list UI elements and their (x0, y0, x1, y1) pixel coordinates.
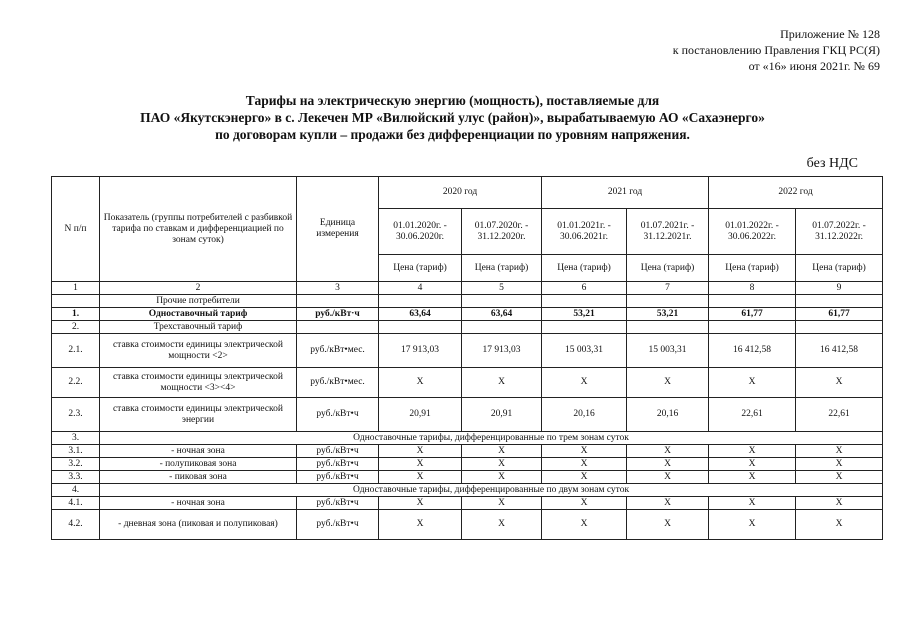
row-value: X (796, 445, 883, 458)
row-unit (297, 295, 379, 308)
row-number: 2.2. (52, 368, 100, 398)
row-number: 3.3. (52, 471, 100, 484)
header-price: Цена (тариф) (709, 255, 796, 282)
row-value: X (542, 445, 627, 458)
row-value (796, 321, 883, 334)
row-value: 20,16 (542, 398, 627, 432)
header-price: Цена (тариф) (796, 255, 883, 282)
appendix-reference (673, 26, 880, 74)
row-value: 53,21 (627, 308, 709, 321)
row-value: X (379, 497, 462, 510)
row-value: X (462, 445, 542, 458)
column-number: 3 (297, 282, 379, 295)
header-year-2022: 2022 год (709, 177, 883, 209)
row-value: X (462, 497, 542, 510)
row-value: 22,61 (709, 398, 796, 432)
row-value: X (627, 368, 709, 398)
vat-note: без НДС (806, 156, 858, 171)
row-number: 4. (52, 484, 100, 497)
row-value: X (796, 368, 883, 398)
row-number: 4.2. (52, 510, 100, 540)
row-value: X (627, 445, 709, 458)
row-value (462, 321, 542, 334)
row-value: X (627, 471, 709, 484)
row-number: 2. (52, 321, 100, 334)
table-row (52, 510, 883, 540)
row-unit: руб./кВт•ч (297, 497, 379, 510)
row-indicator: Прочие потребители (100, 295, 297, 308)
row-value: 20,91 (462, 398, 542, 432)
row-unit (297, 321, 379, 334)
row-number: 4.1. (52, 497, 100, 510)
column-number-row (52, 282, 883, 295)
row-value: X (627, 458, 709, 471)
row-value: X (462, 458, 542, 471)
row-indicator: - дневная зона (пиковая и полупиковая) (100, 510, 297, 540)
row-value: X (796, 458, 883, 471)
row-value: X (709, 458, 796, 471)
row-value: X (379, 471, 462, 484)
header-period: 01.07.2022г. - 31.12.2022г. (796, 209, 883, 255)
row-unit: руб./кВт•ч (297, 471, 379, 484)
column-number: 5 (462, 282, 542, 295)
document-title (0, 92, 905, 143)
row-value: X (796, 471, 883, 484)
column-number: 4 (379, 282, 462, 295)
table-row (52, 334, 883, 368)
row-value (709, 295, 796, 308)
row-value (796, 295, 883, 308)
row-value: 17 913,03 (462, 334, 542, 368)
row-value: X (379, 510, 462, 540)
row-indicator: Одноставочные тарифы, дифференцированные по трем зонам суток (100, 432, 883, 445)
table-row (52, 321, 883, 334)
row-indicator: Одноставочные тарифы, дифференцированные по двум зонам суток (100, 484, 883, 497)
row-indicator: - ночная зона (100, 445, 297, 458)
row-number: 3. (52, 432, 100, 445)
tariff-table (51, 176, 883, 540)
table-row (52, 295, 883, 308)
column-number: 2 (100, 282, 297, 295)
table-row (52, 432, 883, 445)
row-value: 16 412,58 (796, 334, 883, 368)
title-line-1: Тарифы на электрическую энергию (мощность), поставляемые для (245, 93, 660, 108)
row-value: X (627, 497, 709, 510)
row-indicator: ставка стоимости единицы электрической энергии (100, 398, 297, 432)
table-row (52, 368, 883, 398)
row-value: 63,64 (379, 308, 462, 321)
row-value: 15 003,31 (542, 334, 627, 368)
table-row (52, 471, 883, 484)
header-period: 01.07.2021г. - 31.12.2021г. (627, 209, 709, 255)
row-value: 20,16 (627, 398, 709, 432)
row-value: X (796, 510, 883, 540)
row-unit: руб./кВт•мес. (297, 334, 379, 368)
appendix-decree: к постановлению Правления ГКЦ РС(Я) (672, 43, 880, 57)
row-value: X (542, 471, 627, 484)
row-value: 15 003,31 (627, 334, 709, 368)
row-value: 53,21 (542, 308, 627, 321)
row-number: 3.1. (52, 445, 100, 458)
row-value: 63,64 (462, 308, 542, 321)
row-unit: руб./кВт·ч (297, 308, 379, 321)
row-value: X (462, 471, 542, 484)
header-period: 01.01.2022г. - 30.06.2022г. (709, 209, 796, 255)
row-unit: руб./кВт•мес. (297, 368, 379, 398)
header-num: N п/п (52, 177, 100, 282)
header-indicator: Показатель (группы потребителей с разбивкой тарифа по ставкам и дифференциацией по зонам суток) (100, 177, 297, 282)
row-value: X (709, 510, 796, 540)
row-value: 20,91 (379, 398, 462, 432)
header-period: 01.01.2021г. - 30.06.2021г. (542, 209, 627, 255)
row-indicator: Одноставочный тариф (100, 308, 297, 321)
column-number: 6 (542, 282, 627, 295)
row-value: 16 412,58 (709, 334, 796, 368)
row-value: X (379, 368, 462, 398)
row-number: 3.2. (52, 458, 100, 471)
column-number: 7 (627, 282, 709, 295)
column-number: 9 (796, 282, 883, 295)
header-year-2020: 2020 год (379, 177, 542, 209)
title-line-2: ПАО «Якутскэнерго» в с. Лекечен МР «Вилюйский улус (район)», вырабатываемую АО «Сахаэнерго» (140, 110, 765, 125)
row-unit: руб./кВт•ч (297, 510, 379, 540)
row-value: X (796, 497, 883, 510)
row-indicator: - ночная зона (100, 497, 297, 510)
row-number: 2.3. (52, 398, 100, 432)
header-period: 01.01.2020г. - 30.06.2020г. (379, 209, 462, 255)
row-value: X (462, 510, 542, 540)
header-price: Цена (тариф) (462, 255, 542, 282)
appendix-number: Приложение № 128 (780, 27, 880, 41)
table-row (52, 308, 883, 321)
header-price: Цена (тариф) (379, 255, 462, 282)
table-row (52, 497, 883, 510)
row-indicator: - полупиковая зона (100, 458, 297, 471)
row-value: 17 913,03 (379, 334, 462, 368)
header-year-2021: 2021 год (542, 177, 709, 209)
row-value (627, 295, 709, 308)
row-value (542, 295, 627, 308)
row-value: 22,61 (796, 398, 883, 432)
table-row (52, 398, 883, 432)
row-value (709, 321, 796, 334)
row-value: X (462, 368, 542, 398)
row-value (542, 321, 627, 334)
row-value: X (709, 445, 796, 458)
row-unit: руб./кВт•ч (297, 458, 379, 471)
header-period: 01.07.2020г. - 31.12.2020г. (462, 209, 542, 255)
row-value: 61,77 (709, 308, 796, 321)
header-price: Цена (тариф) (542, 255, 627, 282)
row-value: X (542, 368, 627, 398)
title-line-3: по договорам купли – продажи без дифференциации по уровням напряжения. (215, 127, 690, 142)
row-value (379, 321, 462, 334)
header-unit: Единица измерения (297, 177, 379, 282)
row-indicator: - пиковая зона (100, 471, 297, 484)
row-value: X (542, 497, 627, 510)
row-value (379, 295, 462, 308)
table-row (52, 484, 883, 497)
row-unit: руб./кВт•ч (297, 445, 379, 458)
row-unit: руб./кВт•ч (297, 398, 379, 432)
row-value (627, 321, 709, 334)
row-indicator: ставка стоимости единицы электрической мощности <3><4> (100, 368, 297, 398)
row-value: X (709, 497, 796, 510)
row-value: 61,77 (796, 308, 883, 321)
row-number: 1. (52, 308, 100, 321)
header-price: Цена (тариф) (627, 255, 709, 282)
row-value: X (542, 510, 627, 540)
row-indicator: ставка стоимости единицы электрической мощности <2> (100, 334, 297, 368)
row-number: 2.1. (52, 334, 100, 368)
row-value: X (627, 510, 709, 540)
row-number (52, 295, 100, 308)
column-number: 1 (52, 282, 100, 295)
column-number: 8 (709, 282, 796, 295)
appendix-date: от «16» июня 2021г. № 69 (748, 59, 880, 73)
row-value: X (379, 458, 462, 471)
row-value: X (709, 368, 796, 398)
row-indicator: Трехставочный тариф (100, 321, 297, 334)
table-row (52, 445, 883, 458)
table-row (52, 458, 883, 471)
row-value (462, 295, 542, 308)
row-value: X (542, 458, 627, 471)
row-value: X (709, 471, 796, 484)
header-row-years (52, 177, 883, 209)
row-value: X (379, 445, 462, 458)
